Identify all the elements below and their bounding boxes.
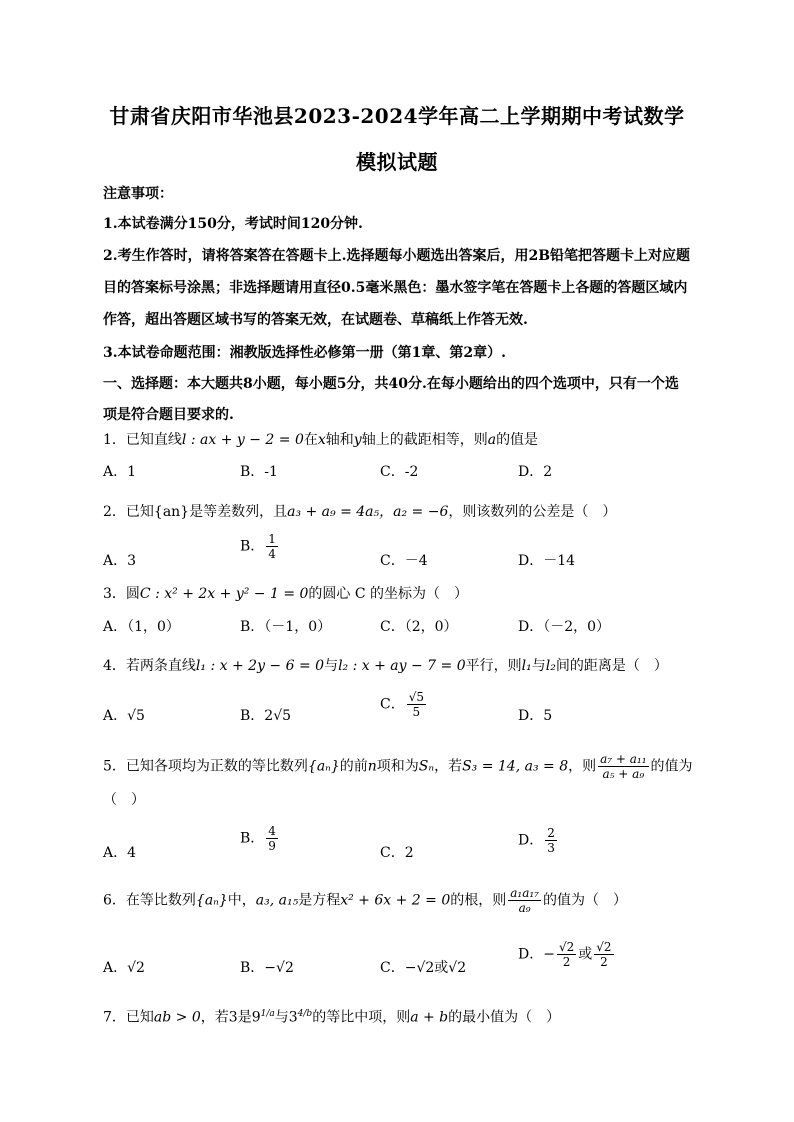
q4-option-b: B．2√5 xyxy=(240,708,292,724)
q3-circle-equation: C : x² + 2x + y² − 1 = 0 xyxy=(139,586,309,602)
q6-option-b: B．−√2 xyxy=(240,960,294,976)
q6-option-a: A．√2 xyxy=(103,960,145,976)
q6-equation: x² + 6x + 2 = 0 xyxy=(340,892,451,909)
q6-option-d-fraction-2: $\frac{√2}{2}$ xyxy=(596,940,612,969)
q5-option-a: A．4 xyxy=(103,845,137,861)
question-6: 6．在等比数列{aₙ}中，a₃, a₁₅是方程x² + 6x + 2 = 0的根，则 $\frac{\text{a₁a₁₇}}{\text{a₉}}$ 的值为（ ） xyxy=(103,886,627,915)
q5-option-b-fraction: $\frac{4}{9}$ xyxy=(268,824,276,853)
q4-option-c-fraction: $\frac{√5}{5}$ xyxy=(408,690,424,719)
q6-option-d: D．− $\frac{√2}{2}$ 或 $\frac{√2}{2}$ xyxy=(518,940,612,969)
q1-option-b: B．-1 xyxy=(240,464,278,480)
q3-option-a: A．（1，0） xyxy=(103,619,180,635)
q4-line-1: l₁ : x + 2y − 6 = 0 xyxy=(195,658,325,674)
section-heading-line-1: 一、选择题：本大题共8小题，每小题5分，共40分.在每小题给出的四个选项中，只有一个选 xyxy=(103,376,679,392)
question-2: 2．已知{an}是等差数列，且a₃ + a₉ = 4a₅，a₂ = −6，则该数列的公差是（ ） xyxy=(103,504,617,520)
q4-line-2: l₂ : x + ay − 7 = 0 xyxy=(338,658,466,674)
notice-line-1: 1.本试卷满分150分，考试时间120分钟. xyxy=(103,216,363,232)
q1-option-c: C．-2 xyxy=(380,464,419,480)
q1-line-equation: l : ax + y − 2 = 0 xyxy=(181,432,304,448)
q1-option-a: A．1 xyxy=(103,464,137,480)
notice-heading: 注意事项： xyxy=(103,186,173,202)
q2-option-d: D．－14 xyxy=(518,553,576,569)
q6-option-d-fraction-1: $\frac{√2}{2}$ xyxy=(558,940,575,969)
question-4: 4．若两条直线l₁ : x + 2y − 6 = 0与l₂ : x + ay − 7 = 0平行，则l₁与l₂间的距离是（ ） xyxy=(103,658,668,674)
question-7: 7．已知ab > 0，若3是$9^{1/a}$与$3^{4/b}$的等比中项，则a + b的最小值为（ ） xyxy=(103,1009,561,1026)
q5-ratio-fraction: $\frac{\text{a₇ + a₁₁}}{\text{a₅ + a₉}}$ xyxy=(600,752,647,781)
q6-option-c: C．−√2或√2 xyxy=(380,960,467,976)
q2-option-c: C．－4 xyxy=(380,553,428,569)
question-3: 3．圆C : x² + 2x + y² − 1 = 0的圆心 C 的坐标为（ ） xyxy=(103,586,469,602)
q6-ratio-fraction: $\frac{\text{a₁a₁₇}}{\text{a₉}}$ xyxy=(510,886,539,915)
question-5-paren: （ ） xyxy=(103,792,145,808)
q1-option-d: D．2 xyxy=(518,464,553,480)
section-heading-line-2: 项是符合题目要求的. xyxy=(103,407,234,423)
exam-title: 甘肃省庆阳市华池县2023-2024学年高二上学期期中考试数学 xyxy=(109,104,685,128)
q5-option-b: B． $\frac{4}{9}$ xyxy=(240,824,276,853)
q3-option-d: D．（－2，0） xyxy=(518,619,611,635)
notice-line-2: 2.考生作答时，请将答案答在答题卡上.选择题每小题选出答案后，用2B铅笔把答题卡上对应题 xyxy=(103,248,691,264)
q2-condition: a₃ + a₉ = 4a₅，a₂ = −6 xyxy=(287,504,449,520)
q4-option-c: C． $\frac{√5}{5}$ xyxy=(380,690,424,719)
q5-option-c: C．2 xyxy=(380,845,414,861)
q4-option-a: A．√5 xyxy=(103,708,145,724)
notice-line-5: 3.本试卷命题范围：湘教版选择性必修第一册（第1章、第2章）. xyxy=(103,345,506,361)
q4-option-d: D．5 xyxy=(518,708,553,724)
q2-option-b-fraction: $\frac{1}{4}$ xyxy=(268,532,276,561)
q2-option-b: B． $\frac{1}{4}$ xyxy=(240,532,276,561)
question-1: 1．已知直线l : ax + y − 2 = 0在x轴和y轴上的截距相等，则a的值是 xyxy=(103,432,539,448)
q5-condition: S₃ = 14, a₃ = 8 xyxy=(462,758,569,775)
notice-line-3: 目的答案标号涂黑；非选择题请用直径0.5毫米黑色：墨水签字笔在答题卡上各题的答题区域内 xyxy=(103,280,688,296)
q5-option-d-fraction: $\frac{2}{3}$ xyxy=(547,826,555,855)
q2-option-a: A．3 xyxy=(103,553,137,569)
notice-line-4: 作答，超出答题区域书写的答案无效，在试题卷、草稿纸上作答无效. xyxy=(103,312,528,328)
exam-subtitle: 模拟试题 xyxy=(356,150,438,174)
question-5: 5．已知各项均为正数的等比数列{aₙ}的前n项和为Sₙ，若S₃ = 14, a₃ = 8，则 $\frac{\text{a₇ + a₁₁}}{\text{a₅ + a₉}}$ 的值为 xyxy=(103,752,693,781)
q5-option-d: D． $\frac{2}{3}$ xyxy=(518,826,555,855)
q3-option-b: B．（－1，0） xyxy=(240,619,332,635)
q3-option-c: C．（2，0） xyxy=(380,619,458,635)
